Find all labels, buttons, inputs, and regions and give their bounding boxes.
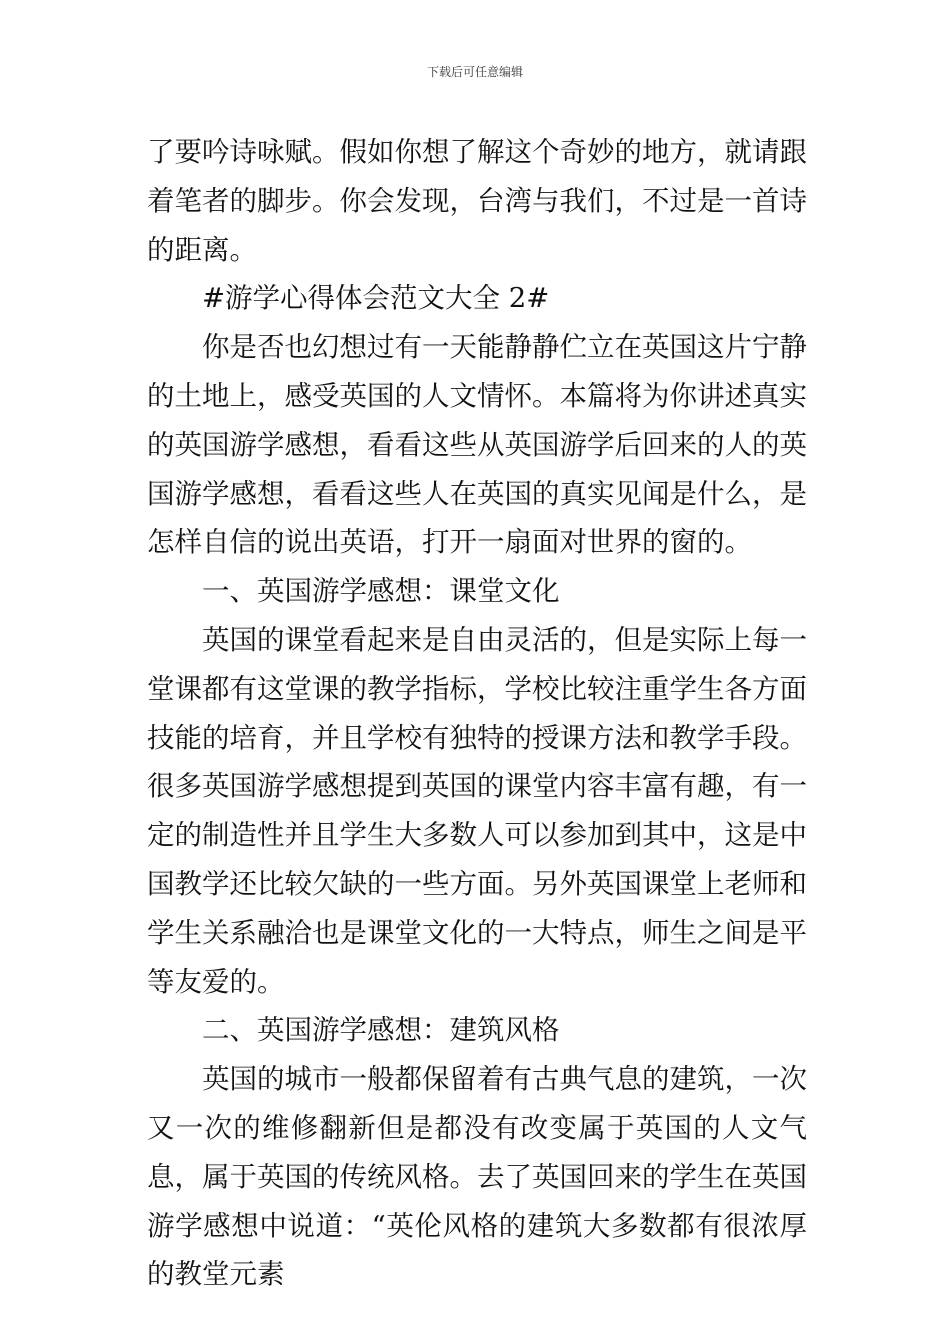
subheading-architecture-style: 二、英国游学感想：建筑风格 — [202, 1014, 560, 1047]
paragraph-classroom-culture: 英国的课堂看起来是自由灵活的，但是实际上每一堂课都有这堂课的教学指标，学校比较注重学生各方面技能的培育，并且学校有独特的授课方法和教学手段。很多英国游学感想提到英国的课堂内容丰富有趣，有一定的制造性并且学生大多数人可以参加到其中，这是中国教学还比较欠缺的一些方面。另外英国课堂上老师和学生关系融洽也是课堂文化的一大特点，师生之间是平等友爱的。 — [147, 623, 807, 998]
page-header: 下载后可任意编辑 — [426, 65, 523, 79]
section-heading: #游学心得体会范文大全 2# — [202, 282, 550, 315]
paragraph-architecture-style: 英国的城市一般都保留着有古典气息的建筑，一次又一次的维修翻新但是都没有改变属于英国的人文气息，属于英国的传统风格。去了英国回来的学生在英国游学感想中说道：“英伦风格的建筑大多数都有很浓厚的教堂元素 — [147, 1063, 807, 1291]
document-body — [147, 128, 807, 1299]
paragraph-intro: 你是否也幻想过有一天能静静伫立在英国这片宁静的土地上，感受英国的人文情怀。本篇将为你讲述真实的英国游学感想，看看这些从英国游学后回来的人的英国游学感想，看看这些人在英国的真实见闻是什么，是怎样自信的说出英语，打开一扇面对世界的窗的。 — [147, 331, 807, 559]
paragraph-continuation: 了要吟诗咏赋。假如你想了解这个奇妙的地方，就请跟着笔者的脚步。你会发现，台湾与我们，不过是一首诗的距离。 — [147, 136, 807, 266]
subheading-classroom-culture: 一、英国游学感想：课堂文化 — [202, 575, 560, 608]
